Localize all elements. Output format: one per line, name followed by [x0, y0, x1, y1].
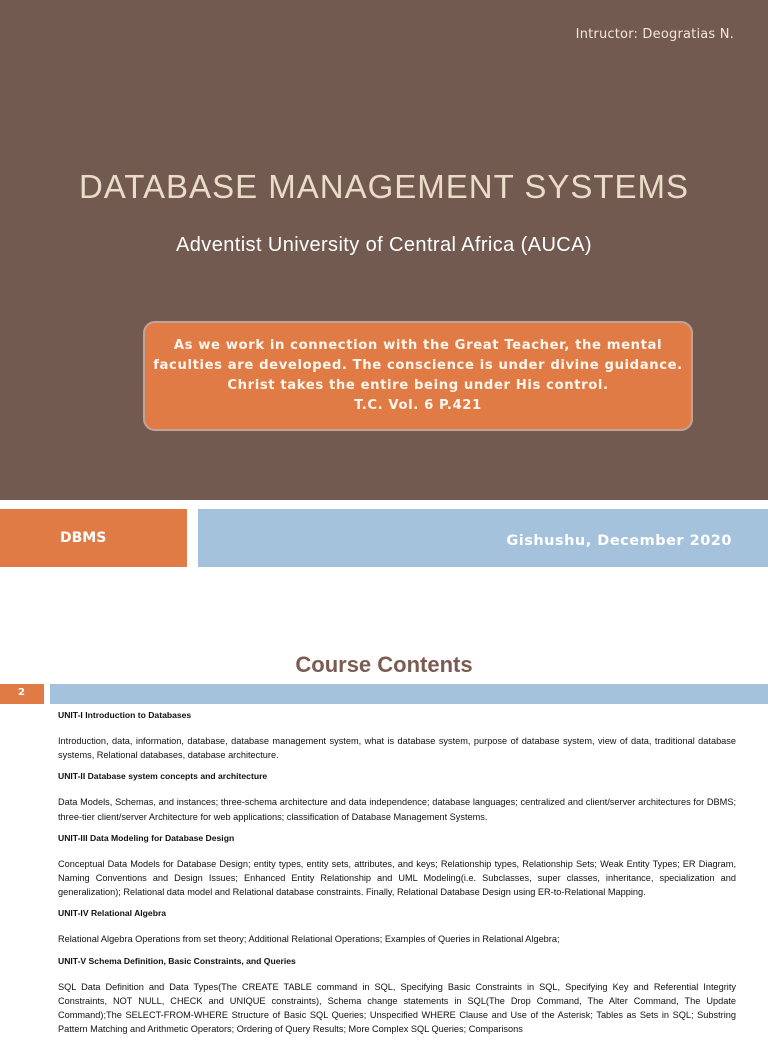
unit-heading: UNIT-II Database system concepts and architecture	[58, 771, 268, 782]
instructor-name: Intructor: Deogratias N.	[575, 27, 734, 42]
slide-number: 2	[0, 684, 44, 704]
footer-divider	[0, 500, 768, 509]
title-slide	[0, 0, 768, 500]
quote-line: Christ takes the entire being under His control.	[227, 378, 609, 393]
unit-description: Introduction, data, information, database, database management system, what is database system, purpose of database system, view of data, traditional database systems, Relational databases, database architecture.	[58, 736, 736, 761]
unit-description: Data Models, Schemas, and instances; three-schema architecture and data independence; database languages; centralized and client/server architectures for DBMS; three-tier client/server Architecture for web applications; classification of Database Management Systems.	[58, 797, 736, 822]
slide-subtitle: Adventist University of Central Africa (AUCA)	[176, 234, 592, 256]
unit-heading: UNIT-V Schema Definition, Basic Constraints, and Queries	[58, 955, 296, 966]
footer-date-location: Gishushu, December 2020	[198, 509, 768, 567]
slide-header-bar	[50, 684, 768, 704]
course-contents-title: Course Contents	[295, 652, 473, 677]
unit-heading: UNIT-III Data Modeling for Database Design	[58, 832, 235, 843]
quote-citation: T.C. Vol. 6 P.421	[354, 398, 482, 413]
quote-line: faculties are developed. The conscience is under divine guidance.	[153, 358, 683, 373]
unit-heading: UNIT-IV Relational Algebra	[58, 908, 167, 919]
quote-box	[143, 321, 693, 431]
unit-description: Conceptual Data Models for Database Design; entity types, entity sets, attributes, and keys; Relationship types, Relationship Sets; Weak Entity Types; ER Diagram, Naming Conventions and Design Issues; Enhanced Entity Relationship and UML Modeling(i.e. Subclasses, super classes, inheritance, specialization and generalization); Relational data model and Relational database constraints. Finally, Relational Database Design using ER-to-Relational Mapping.	[58, 858, 736, 898]
unit-description: Relational Algebra Operations from set theory; Additional Relational Operations; Examples of Queries in Relational Algebra;	[58, 934, 560, 945]
quote-line: As we work in connection with the Great Teacher, the mental	[173, 338, 663, 353]
course-contents-list	[58, 710, 736, 1045]
slide-title: DATABASE MANAGEMENT SYSTEMS	[78, 168, 690, 205]
unit-heading: UNIT-I Introduction to Databases	[58, 710, 192, 720]
footer-course-code: DBMS	[0, 509, 187, 567]
unit-description: SQL Data Definition and Data Types(The CREATE TABLE command in SQL, Specifying Basic Constraints in SQL, Specifying Key and Referential Integrity Constraints, NOT NULL, CHECK and UNIQUE constraints), Schema change statements in SQL(The Drop Command, The Alter Command, The Update Command);The SELECT-FROM-WHERE Structure of Basic SQL Queries; Unspecified WHERE Clause and Use of the Asterisk; Tables as Sets in SQL; Substring Pattern Matching and Arithmetic Operators; Ordering of Query Results; More Complex SQL Queries; Comparisons	[58, 981, 736, 1035]
